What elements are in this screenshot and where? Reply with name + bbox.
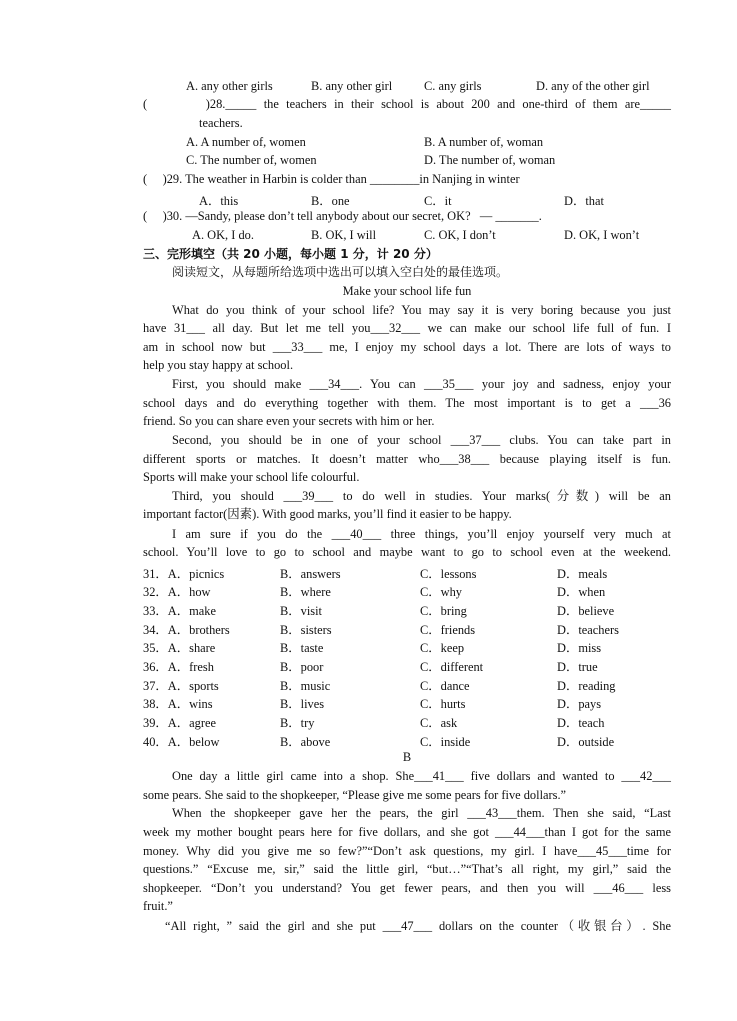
passage-a-line: What do you think of your school life? You may say it is very boring because you just <box>172 303 671 317</box>
option-cell: 40．A．below <box>143 735 220 749</box>
passage-a-line: different sports or matches. It doesn’t matter who___38___ because playing itself is fun. <box>143 452 671 466</box>
q30-option-c: C. OK, I don’t <box>424 228 496 242</box>
q30-option-a: A. OK, I do. <box>192 228 254 242</box>
q27-option-a: A. any other girls <box>186 79 273 93</box>
q29-option-c: C．it <box>424 194 452 208</box>
option-cell: 33．A．make <box>143 604 216 618</box>
option-cell: C．different <box>420 660 484 674</box>
q28-option-a: A. A number of, women <box>186 135 306 149</box>
option-cell: B．visit <box>280 604 322 618</box>
q27-option-c: C. any girls <box>424 79 482 93</box>
q30-option-b: B. OK, I will <box>311 228 377 242</box>
passage-b-line: some pears. She said to the shopkeeper, “Please give me some pears for five dollars.” <box>143 788 567 802</box>
option-cell: D．true <box>557 660 598 674</box>
option-cell: D．pays <box>557 697 602 711</box>
passage-b-line: money. Why did you give me so few?”“Don’t ask questions, my girl. I have___45___time for <box>143 844 671 858</box>
passage-a-line: Second, you should be in one of your school ___37___ clubs. You can take part in <box>172 433 671 447</box>
option-cell: 39．A．agree <box>143 716 216 730</box>
passage-a-line: I am sure if you do the ___40___ three things, you’ll enjoy yourself very much at <box>172 527 671 541</box>
passage-b-line: “All right, ” said the girl and she put ___47___ dollars on the counter（收银台）. She <box>165 919 671 933</box>
option-cell: 38．A．wins <box>143 697 213 711</box>
option-cell: B．sisters <box>280 623 332 637</box>
passage-a-line: have 31___ all day. But let me tell you___32___ we can make our school life full of fun. I <box>143 321 671 335</box>
option-cell: C．why <box>420 585 462 599</box>
passage-b-line: shopkeeper. “Don’t you understand? You get fewer pears, and then you will ___46___ less <box>143 881 671 895</box>
passage-b-line: One day a little girl came into a shop. She___41___ five dollars and wanted to ___42___ <box>172 769 671 783</box>
option-cell: B．answers <box>280 567 341 581</box>
option-cell: C．ask <box>420 716 458 730</box>
option-cell: 37．A．sports <box>143 679 219 693</box>
section-heading: 三、完形填空（共 20 小题，每小题 1 分，计 20 分） <box>143 247 438 261</box>
option-cell: D．miss <box>557 641 602 655</box>
option-cell: 32．A．how <box>143 585 211 599</box>
option-cell: B．poor <box>280 660 324 674</box>
passage-a-line: First, you should make ___34___. You can ___35___ your joy and sadness, enjoy your <box>172 377 671 391</box>
passage-b-line: fruit.” <box>143 899 173 913</box>
option-cell: 35．A．share <box>143 641 216 655</box>
option-cell: C．dance <box>420 679 470 693</box>
option-cell: 36．A．fresh <box>143 660 214 674</box>
q30-stem: ( )30. —Sandy, please don’t tell anybody about our secret, OK? — _______. <box>143 209 542 223</box>
section-instruction: 阅读短文，从每题所给选项中选出可以填入空白处的最佳选项。 <box>172 265 509 279</box>
passage-title: Make your school life fun <box>342 284 472 298</box>
passage-a-line: Third, you should ___39___ to do well in studies. Your marks(分数) will be an <box>172 489 671 503</box>
option-cell: B．music <box>280 679 331 693</box>
q29-option-a: A．this <box>199 194 239 208</box>
passage-a-line: friend. So you can share even your secrets with him or her. <box>143 414 435 428</box>
option-cell: B．try <box>280 716 315 730</box>
option-cell: 31．A．picnics <box>143 567 225 581</box>
option-cell: D．teach <box>557 716 605 730</box>
q29-option-d: D．that <box>564 194 604 208</box>
option-cell: B．lives <box>280 697 325 711</box>
option-cell: D．outside <box>557 735 615 749</box>
passage-a-line: Sports will make your school life colourful. <box>143 470 360 484</box>
q28-stem-cont: teachers. <box>199 116 243 130</box>
option-cell: B．where <box>280 585 331 599</box>
q28-option-c: C. The number of, women <box>186 153 317 167</box>
part-b-label: B <box>402 750 412 764</box>
option-cell: D．meals <box>557 567 608 581</box>
option-cell: C．lessons <box>420 567 477 581</box>
q28-stem: ( )28._____ the teachers in their school is about 200 and one-third of them are_____ <box>143 97 671 111</box>
passage-a-line: help you stay happy at school. <box>143 358 294 372</box>
passage-a-line: school days and do everything together with them. The most important is to get a ___36 <box>143 396 671 410</box>
q28-option-d: D. The number of, woman <box>424 153 556 167</box>
q27-option-d: D. any of the other girl <box>536 79 650 93</box>
q30-option-d: D. OK, I won’t <box>564 228 640 242</box>
q29-stem: ( )29. The weather in Harbin is colder than ________in Nanjing in winter <box>143 172 520 186</box>
option-cell: C．inside <box>420 735 471 749</box>
q27-option-b: B. any other girl <box>311 79 393 93</box>
q28-option-b: B. A number of, woman <box>424 135 544 149</box>
option-cell: C．friends <box>420 623 476 637</box>
option-cell: D．teachers <box>557 623 619 637</box>
option-cell: C．hurts <box>420 697 466 711</box>
passage-b-line: questions.” “Excuse me, sir,” said the little girl, “but…”“That’s all right, my girl,” said the <box>143 862 671 876</box>
passage-b-line: When the shopkeeper gave her the pears, the girl ___43___them. Then she said, “Last <box>172 806 671 820</box>
option-cell: 34．A．brothers <box>143 623 230 637</box>
q29-option-b: B．one <box>311 194 350 208</box>
passage-a-line: school. You’ll love to go to school and maybe want to go to school even at the weekend. <box>143 545 671 559</box>
option-cell: C．keep <box>420 641 465 655</box>
option-cell: C．bring <box>420 604 467 618</box>
passage-b-line: week my mother bought pears here for five dollars, and she got ___44___than I got for the same <box>143 825 671 839</box>
option-cell: B．taste <box>280 641 324 655</box>
option-cell: D．reading <box>557 679 616 693</box>
option-cell: D．when <box>557 585 606 599</box>
option-cell: D．believe <box>557 604 615 618</box>
option-cell: B．above <box>280 735 331 749</box>
passage-a-line: important factor(因素). With good marks, you’ll find it easier to be happy. <box>143 507 512 521</box>
passage-a-line: am in school now but ___33___ me, I enjoy my school days a lot. There are lots of ways to <box>143 340 671 354</box>
